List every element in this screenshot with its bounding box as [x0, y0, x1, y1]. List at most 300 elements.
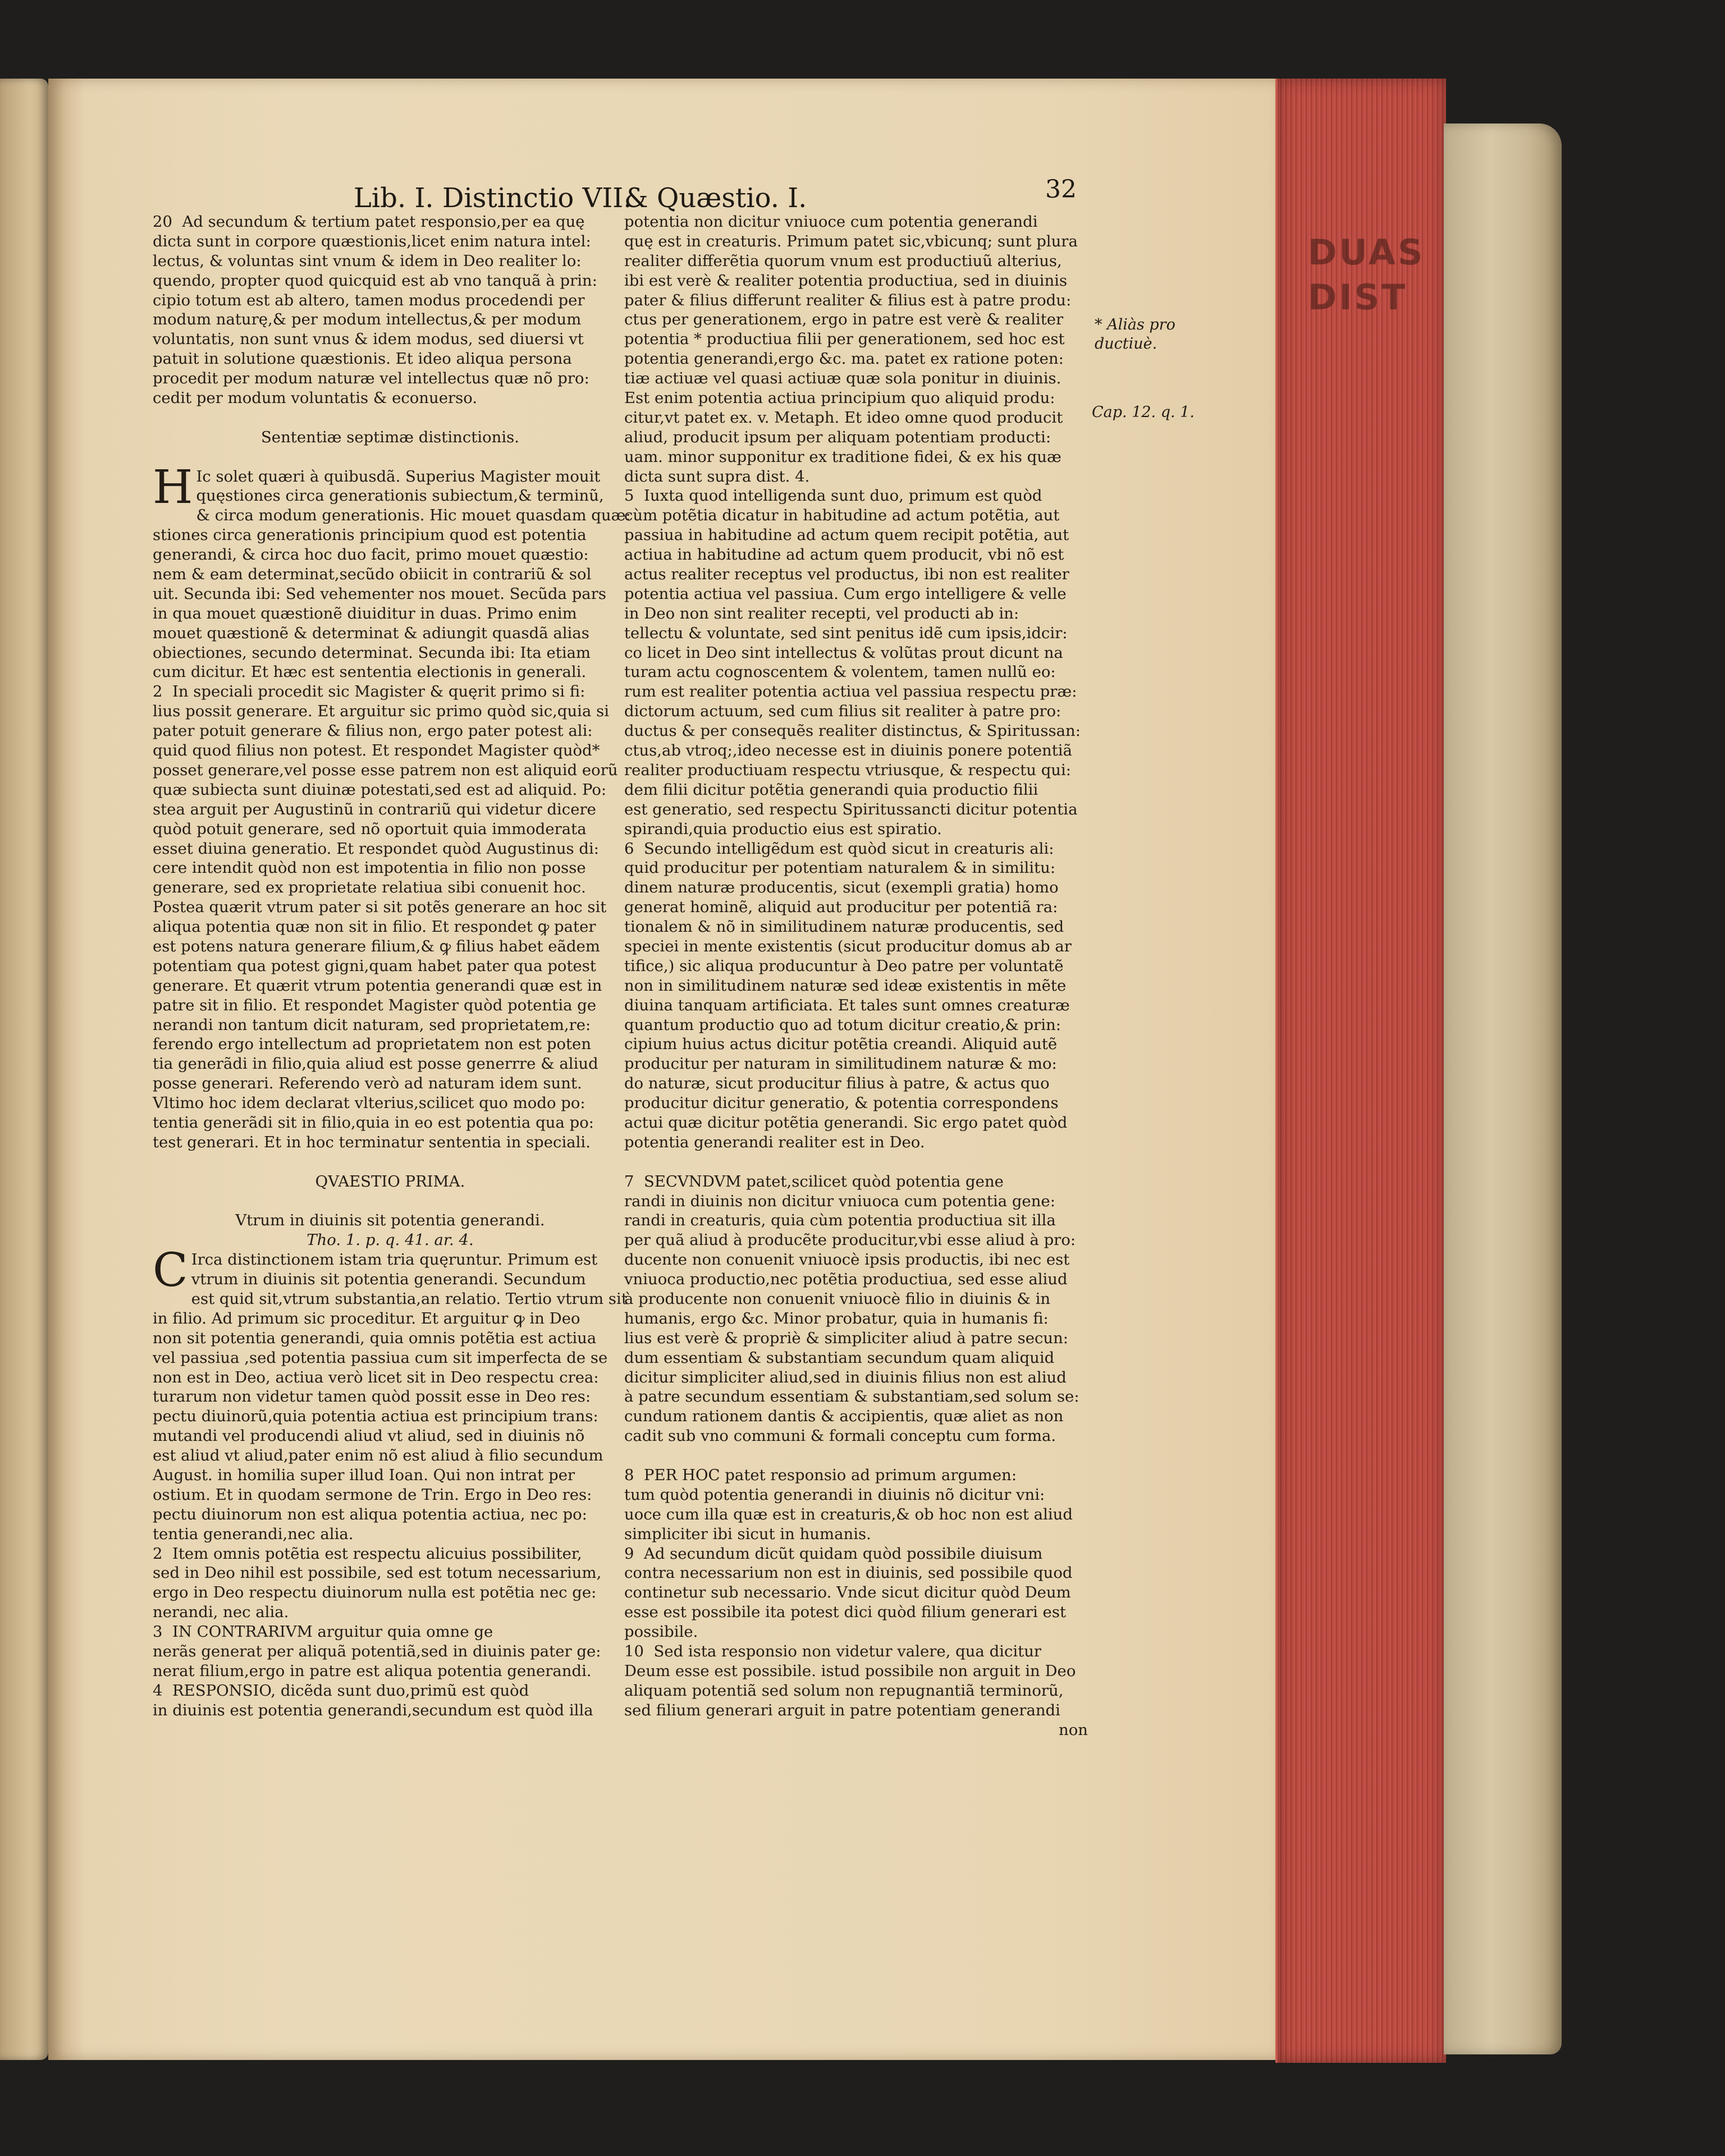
text-line [153, 1387, 628, 1407]
text-line [624, 662, 1088, 682]
line-text: pater potuit generare & filius non, ergo pater potest ali: [153, 722, 593, 740]
binding-spine-label [1308, 230, 1454, 337]
line-text: aliqua potentia quæ non sit in filio. Et respondet ꝙ pater [153, 918, 596, 936]
text-line [624, 388, 1088, 408]
section-heading [153, 1172, 628, 1192]
text-line [153, 878, 628, 898]
margin-note: Cap. 12. q. 1. [1092, 404, 1195, 421]
line-text: 5 Iuxta quod intelligenda sunt duo, primum est quòd [624, 487, 1042, 505]
line-text: nerãs generat per aliquã potentiã,sed in diuinis pater ge: [153, 1642, 601, 1661]
binding-label-line: DUAS [1308, 232, 1425, 273]
line-text: cùm potẽtia dicatur in habitudine ad actum potẽtia, aut [624, 506, 1060, 525]
line-text: quid producitur per potentiam naturalem & in similitu: [624, 859, 1056, 877]
line-text: lius possit generare. Et arguitur sic primo quòd sic,quia si [153, 702, 609, 721]
text-line [624, 1387, 1088, 1407]
section-heading [153, 1211, 628, 1230]
line-text: actiua in habitudine ad actum quem producit, vbi nõ est [624, 546, 1064, 564]
text-line [624, 251, 1088, 271]
line-text: tentia generandi,nec alia. [153, 1525, 354, 1543]
line-text: pectu diuinorũ,quia potentia actiua est principium trans: [153, 1407, 598, 1426]
line-text: sed in Deo nihil est possibile, sed est totum necessarium, [153, 1564, 602, 1582]
text-line [624, 1661, 1088, 1681]
line-text: randi in diuinis non dicitur vniuoca cum potentia gene: [624, 1192, 1055, 1210]
line-text: 4 RESPONSIO, dicẽda sunt duo,primũ est quòd [153, 1681, 529, 1700]
text-line [153, 1093, 628, 1113]
line-text: stiones circa generationis principium quod est potentia [153, 526, 587, 544]
line-text: generare, sed ex proprietate relatiua sibi conuenit hoc. [153, 878, 586, 897]
text-line [624, 329, 1088, 349]
line-text: turam actu cognoscentem & volentem, tamen nullũ eo: [624, 663, 1056, 681]
text-line [153, 349, 628, 369]
line-text: generare. Et quærit vtrum potentia generandi quæ est in [153, 976, 602, 995]
text-line [624, 702, 1088, 721]
text-line [624, 1563, 1088, 1583]
line-text: contra necessarium non est in diuinis, sed possibile quod [624, 1564, 1073, 1582]
line-text: 20 Ad secundum & tertium patet responsio,per ea quę [153, 213, 585, 231]
text-line [624, 1270, 1088, 1289]
text-line [153, 976, 628, 996]
line-text: 9 Ad secundum dicũt quidam quòd possibile diuisum [624, 1544, 1043, 1563]
text-line [624, 1466, 1088, 1485]
text-line [624, 1192, 1088, 1211]
line-text: cipium huius actus dicitur potẽtia creandi. Aliquid autẽ [624, 1035, 1058, 1054]
line-text: tifice,) sic aliqua producuntur à Deo patre per voluntatẽ [624, 956, 1064, 975]
text-line [624, 878, 1088, 898]
text-line [153, 858, 628, 878]
line-text: speciei in mente existentis (sicut producitur domus ab ar [624, 937, 1072, 955]
line-text: quendo, propter quod quicquid est ab vno tanquã à prin: [153, 271, 597, 290]
text-line [624, 1289, 1088, 1309]
line-text: potentia * productiua filii per generationem, sed hoc est [624, 330, 1065, 349]
line-text: 2 Item omnis potẽtia est respectu alicuius possibiliter, [153, 1544, 582, 1563]
line-text: quantum productio quo ad totum dicitur creatio,& prin: [624, 1015, 1061, 1034]
line-text: mouet quæstionẽ & determinat & adiungit quasdã alias [153, 624, 589, 642]
line-text: randi in creaturis, quia cùm potentia productiua sit illa [624, 1211, 1056, 1230]
line-text: vtrum in diuinis sit potentia generandi. Secundum [191, 1270, 586, 1289]
text-line [624, 1407, 1088, 1426]
text-line [153, 545, 628, 565]
text-line [624, 271, 1088, 291]
text-line [624, 1133, 1088, 1152]
line-text: est quid sit,vtrum substantia,an relatio. Tertio vtrum sit [191, 1289, 628, 1308]
text-line [153, 1466, 628, 1485]
line-text: dicitur simpliciter aliud,sed in diuinis filius non est aliud [624, 1368, 1067, 1386]
text-line [153, 369, 628, 388]
text-line [153, 1603, 628, 1622]
text-line [624, 1015, 1088, 1035]
line-text: actus realiter receptus vel productus, ibi non est realiter [624, 565, 1069, 584]
line-text: vniuoca productio,nec potẽtia productiua, sed esse aliud [624, 1270, 1068, 1289]
text-line [624, 761, 1088, 780]
text-line [624, 937, 1088, 956]
line-text: dicta sunt supra dist. 4. [624, 467, 810, 486]
text-line [153, 1133, 628, 1152]
text-line [153, 1583, 628, 1603]
line-text: Tho. 1. p. q. 41. ar. 4. [306, 1231, 474, 1249]
text-line [624, 1701, 1088, 1720]
line-text: dum essentiam & substantiam secundum quam aliquid [624, 1348, 1055, 1367]
line-text: possibile. [624, 1623, 698, 1641]
text-line [153, 1622, 628, 1642]
text-line [624, 1368, 1088, 1388]
line-text: cundum rationem dantis & accipientis, quæ aliet as non [624, 1407, 1064, 1426]
line-text: est generatio, sed respectu Spiritussancti dicitur potentia [624, 800, 1078, 818]
line-text: cipio totum est ab altero, tamen modus procedendi per [153, 291, 585, 309]
text-line [624, 506, 1088, 525]
text-line [153, 232, 628, 251]
text-line [153, 839, 628, 859]
text-line [624, 486, 1088, 506]
text-line [153, 1701, 628, 1720]
text-line [153, 917, 628, 937]
text-line [153, 1446, 628, 1466]
text-line [153, 624, 628, 643]
text-line [153, 643, 628, 663]
line-text: dem filii dicitur potẽtia generandi quia productio filii [624, 780, 1038, 799]
line-text: posset generare,vel posse esse patrem non est aliquid eorũ [153, 761, 618, 779]
text-line [153, 1368, 628, 1388]
text-line [153, 1034, 628, 1054]
line-text: non est in Deo, actiua verò licet sit in Deo respectu crea: [153, 1368, 599, 1386]
line-text: modum naturę,& per modum intellectus,& per modum [153, 310, 582, 329]
text-line [624, 1093, 1088, 1113]
text-column-right [624, 212, 1088, 1740]
text-line [624, 917, 1088, 937]
text-line [624, 291, 1088, 310]
line-text: esset diuina generatio. Et respondet quòd Augustinus di: [153, 839, 600, 858]
line-text: ctus,ab vtroq;,ideo necesse est in diuinis ponere potentiã [624, 741, 1072, 760]
line-text: à patre secundum essentiam & substantiam,sed solum se: [624, 1388, 1079, 1406]
text-line [624, 1525, 1088, 1544]
line-text: non sit potentia generandi, quia omnis potẽtia est actiua [153, 1329, 597, 1347]
line-text: quid quod filius non potest. Et respondet Magister quòd* [153, 741, 600, 760]
text-line [153, 682, 628, 702]
text-line [153, 1642, 628, 1661]
text-line [153, 1681, 628, 1701]
line-text: quæ subiecta sunt diuinæ potestati,sed est ad aliquid. Po: [153, 780, 607, 799]
line-text: patuit in solutione quæstionis. Et ideo aliqua persona [153, 350, 572, 368]
text-line [624, 1485, 1088, 1505]
text-column-left [153, 212, 631, 1720]
text-line [624, 996, 1088, 1015]
line-text: generat hominẽ, aliquid aut producitur per potentiã ra: [624, 898, 1058, 917]
line-text: Postea quærit vtrum pater si sit potẽs generare an hoc sit [153, 898, 607, 917]
text-line [624, 1583, 1088, 1603]
line-text: Vltimo hoc idem declarat vlterius,scilicet quo modo po: [153, 1094, 585, 1113]
text-line [624, 447, 1088, 467]
text-line [153, 1015, 628, 1035]
text-line [624, 584, 1088, 604]
text-line [624, 310, 1088, 329]
line-text: cum dicitur. Et hæc est sententia electionis in generali. [153, 663, 587, 681]
text-line [153, 1289, 628, 1309]
line-text: diuina tanquam artificiata. Et tales sunt omnes creaturæ [624, 996, 1070, 1014]
line-text: potentia generandi realiter est in Deo. [624, 1133, 925, 1151]
line-text: ostium. Et in quodam sermone de Trin. Ergo in Deo res: [153, 1485, 592, 1504]
section-heading [153, 1230, 628, 1250]
line-text: pater & filius differunt realiter & filius est à patre produ: [624, 291, 1072, 309]
previous-page-edge [0, 79, 48, 2060]
line-text: aliud, producit ipsum per aliquam potentiam producti: [624, 428, 1051, 446]
spacer [153, 1152, 628, 1172]
text-line [624, 525, 1088, 545]
text-line [153, 271, 628, 291]
line-text: lectus, & voluntas sint vnum & idem in Deo realiter lo: [153, 251, 582, 270]
spacer [153, 447, 628, 467]
text-line [153, 291, 628, 310]
text-line [624, 741, 1088, 761]
line-text: in qua mouet quæstionẽ diuiditur in duas. Primo enim [153, 604, 577, 622]
line-text: ducente non conuenit vniuocè ipsis productis, ibi nec est [624, 1251, 1070, 1269]
line-text: cadit sub vno communi & formali conceptu cum forma. [624, 1427, 1056, 1445]
line-text: dinem naturæ producentis, sicut (exempli gratia) homo [624, 878, 1059, 897]
text-line [153, 310, 628, 329]
line-text: tentia generãdi sit in filio,quia in eo est potentia qua po: [153, 1113, 594, 1132]
text-line [624, 956, 1088, 976]
text-line [153, 937, 628, 956]
text-line [153, 1270, 628, 1289]
text-line [153, 1407, 628, 1426]
text-line [153, 565, 628, 584]
line-text: Sententiæ septimæ distinctionis. [260, 428, 520, 446]
line-text: Irca distinctionem istam tria quęruntur. Primum est [191, 1251, 598, 1269]
line-text: turarum non videtur tamen quòd possit esse in Deo res: [153, 1388, 591, 1406]
line-text: producitur dicitur generatio, & potentia correspondens [624, 1094, 1059, 1113]
text-line [624, 1230, 1088, 1250]
line-text: passiua in habitudine ad actum quem recipit potẽtia, aut [624, 526, 1069, 544]
line-text: 2 In speciali procedit sic Magister & quęrit primo si fi: [153, 683, 585, 701]
line-text: obiectiones, secundo determinat. Secunda ibi: Ita etiam [153, 643, 591, 662]
line-text: patre sit in filio. Et respondet Magister quòd potentia ge [153, 996, 597, 1014]
text-line [624, 369, 1088, 388]
text-line [153, 1544, 628, 1564]
text-line [153, 996, 628, 1015]
text-line [624, 1426, 1088, 1446]
spacer [153, 408, 628, 428]
drop-capital: H [153, 460, 193, 514]
drop-capital: C [153, 1244, 188, 1298]
text-line [624, 624, 1088, 643]
line-text: in Deo non sint realiter recepti, vel producti ab in: [624, 604, 1019, 622]
line-text: test generari. Et in hoc terminatur sententia in speciali. [153, 1133, 591, 1151]
line-text: non [1059, 1720, 1088, 1739]
text-line [153, 1485, 628, 1505]
line-text: ergo in Deo respectu diuinorum nulla est potẽtia nec ge: [153, 1583, 597, 1602]
text-line [624, 1720, 1088, 1740]
margin-note: * Aliàs pro ductiuè. [1095, 316, 1175, 353]
line-text: realiter differẽtia quorum vnum est productiuũ alterius, [624, 251, 1062, 270]
line-text: nerandi, nec alia. [153, 1603, 289, 1622]
line-text: tiæ actiuæ vel quasi actiuæ quæ sola ponitur in diuinis. [624, 369, 1061, 388]
text-line [153, 388, 628, 408]
line-text: 7 SECVNDVM patet,scilicet quòd potentia gene [624, 1172, 1004, 1191]
text-line [153, 1525, 628, 1544]
text-line [624, 1054, 1088, 1074]
text-line [624, 467, 1088, 487]
line-text: tia generãdi in filio,quia aliud est posse generrre & aliud [153, 1055, 598, 1073]
text-line [624, 898, 1088, 917]
line-text: quęstiones circa generationis subiectum,& terminũ, [196, 487, 604, 505]
line-text: in filio. Ad primum sic proceditur. Et arguitur ꝙ in Deo [153, 1309, 580, 1328]
section-heading [153, 428, 628, 447]
text-line [153, 761, 628, 780]
spacer [624, 1446, 1088, 1466]
line-text: spirandi,quia productio eius est spiratio. [624, 820, 942, 838]
text-line [153, 329, 628, 349]
line-text: 6 Secundo intelligẽdum est quòd sicut in creaturis ali: [624, 839, 1054, 858]
text-line [153, 1505, 628, 1525]
text-line [624, 1348, 1088, 1368]
text-line [153, 1054, 628, 1074]
line-text: stea arguit per Augustinũ in contrariũ qui videtur dicere [153, 800, 596, 818]
running-head-right: & Quæstio. I. [624, 182, 807, 214]
text-line [624, 1544, 1088, 1564]
text-line [624, 1622, 1088, 1642]
line-text: vel passiua ,sed potentia passiua cum sit imperfecta de se [153, 1348, 608, 1367]
line-text: co licet in Deo sint intellectus & volũtas prout dicunt na [624, 643, 1063, 662]
line-text: nerandi non tantum dicit naturam, sed proprietatem,re: [153, 1015, 591, 1034]
line-text: à producente non conuenit vniuocè filio in diuinis & in [624, 1289, 1051, 1308]
text-line [153, 212, 628, 232]
text-line [153, 898, 628, 917]
text-line [624, 1681, 1088, 1701]
text-line [624, 1113, 1088, 1133]
spacer [624, 1152, 1088, 1172]
line-text: QVAESTIO PRIMA. [315, 1172, 465, 1191]
text-line [153, 662, 628, 682]
text-line [624, 428, 1088, 447]
text-line [153, 1661, 628, 1681]
line-text: potentiam qua potest gigni,quam habet pater qua potest [153, 956, 596, 975]
line-text: humanis, ergo &c. Minor probatur, quia in humanis fi: [624, 1309, 1049, 1328]
line-text: producitur per naturam in similitudinem naturæ & mo: [624, 1055, 1057, 1073]
binding-label-line: DIST [1308, 277, 1408, 318]
text-line [153, 1563, 628, 1583]
text-line [624, 820, 1088, 839]
line-text: generandi, & circa hoc duo facit, primo mouet quæstio: [153, 546, 589, 564]
line-text: potentia actiua vel passiua. Cum ergo intelligere & velle [624, 584, 1067, 603]
line-text: quòd potuit generare, sed nõ oportuit quia immoderata [153, 820, 587, 838]
text-line [624, 212, 1088, 232]
line-text: August. in homilia super illud Ioan. Qui non intrat per [153, 1466, 575, 1484]
line-text: simpliciter ibi sicut in humanis. [624, 1525, 871, 1543]
line-text: actui quæ dicitur potẽtia generandi. Sic ergo patet quòd [624, 1113, 1068, 1132]
text-line [624, 721, 1088, 741]
text-line [153, 1426, 628, 1446]
text-line [153, 702, 628, 721]
text-line [624, 643, 1088, 663]
running-head-left: Lib. I. Distinctio VII. [354, 182, 632, 214]
text-line [153, 1074, 628, 1093]
line-text: ibi est verè & realiter potentia productiua, sed in diuinis [624, 271, 1068, 290]
text-line [153, 1348, 628, 1368]
line-text: dictorum actuum, sed cum filius sit realiter à patre pro: [624, 702, 1061, 721]
text-line [624, 976, 1088, 996]
text-line [624, 1172, 1088, 1192]
line-text: est aliud vt aliud,pater enim nõ est aliud à filio secundum [153, 1447, 603, 1465]
text-line [624, 800, 1088, 820]
text-line [624, 1211, 1088, 1230]
line-text: Deum esse est possibile. istud possibile non arguit in Deo [624, 1661, 1076, 1680]
text-line [624, 1505, 1088, 1525]
text-line [624, 232, 1088, 251]
line-text: potentia generandi,ergo &c. ma. patet ex ratione poten: [624, 350, 1064, 368]
text-line [153, 1329, 628, 1348]
line-text: quę est in creaturis. Primum patet sic,vbicunq; sunt plura [624, 232, 1078, 250]
line-text: voluntatis, non sunt vnus & idem modus, sed diuersi vt [153, 330, 584, 349]
line-text: nem & eam determinat,secũdo obiicit in contrariũ & sol [153, 565, 592, 584]
line-text: Est enim potentia actiua principium quo aliquid produ: [624, 389, 1055, 408]
text-line [624, 858, 1088, 878]
text-line [624, 682, 1088, 702]
line-text: pectu diuinorum non est aliqua potentia actiua, nec po: [153, 1505, 587, 1523]
line-text: ductus & per consequẽs realiter distinctus, & Spiritussan: [624, 722, 1081, 740]
text-line [153, 584, 628, 604]
folio-number: 32 [1045, 175, 1077, 204]
line-text: potentia non dicitur vniuoce cum potentia generandi [624, 213, 1038, 231]
line-text: & circa modum generationis. Hic mouet quasdam quæ: [196, 506, 631, 525]
text-line [624, 565, 1088, 584]
line-text: tellectu & voluntate, sed sint penitus idẽ cum ipsis,idcir: [624, 624, 1068, 642]
text-line [153, 1309, 628, 1329]
text-line [153, 525, 628, 545]
text-line [624, 545, 1088, 565]
line-text: cedit per modum voluntatis & econuerso. [153, 389, 478, 408]
text-line [624, 1074, 1088, 1093]
line-text: aliquam potentiã sed solum non repugnantiã terminorũ, [624, 1681, 1064, 1700]
line-text: non in similitudinem naturæ sed ideæ existentis in mẽte [624, 976, 1067, 995]
text-line [624, 604, 1088, 624]
text-line [153, 604, 628, 624]
text-line [624, 1329, 1088, 1348]
text-line [153, 780, 628, 800]
text-line [624, 1603, 1088, 1622]
text-line [153, 251, 628, 271]
text-line [624, 780, 1088, 800]
line-text: realiter productiuam respectu vtriusque, & respectu qui: [624, 761, 1072, 779]
text-line [624, 349, 1088, 369]
line-text: uit. Secunda ibi: Sed vehementer nos mouet. Secũda pars [153, 584, 606, 603]
text-line [153, 956, 628, 976]
text-line [624, 1309, 1088, 1329]
line-text: 3 IN CONTRARIVM arguitur quia omne ge [153, 1623, 493, 1641]
text-line [624, 408, 1088, 428]
text-line [153, 741, 628, 761]
line-text: uam. minor supponitur ex traditione fidei, & ex his quæ [624, 447, 1061, 466]
text-line [153, 800, 628, 820]
vellum-binding [1444, 123, 1562, 2054]
text-line [624, 1642, 1088, 1661]
line-text: uoce cum illa quæ est in creaturis,& ob hoc non est aliud [624, 1505, 1073, 1523]
line-text: dicta sunt in corpore quæstionis,licet enim natura intel: [153, 232, 591, 250]
line-text: esse est possibile ita potest dici quòd filium generari est [624, 1603, 1066, 1622]
line-text: sed filium generari arguit in patre potentiam generandi [624, 1701, 1060, 1719]
line-text: posse generari. Referendo verò ad naturam idem sunt. [153, 1074, 582, 1093]
line-text: nerat filium,ergo in patre est aliqua potentia generandi. [153, 1661, 592, 1680]
text-line [153, 506, 631, 525]
line-text: ctus per generationem, ergo in patre est verè & realiter [624, 310, 1064, 329]
line-text: continetur sub necessario. Vnde sicut dicitur quòd Deum [624, 1583, 1071, 1602]
page-fore-edge [1275, 79, 1446, 2063]
line-text: do naturæ, sicut producitur filius à patre, & actus quo [624, 1074, 1050, 1093]
text-line [624, 1034, 1088, 1054]
line-text: cere intendit quòd non est impotentia in filio non posse [153, 859, 586, 877]
line-text: 10 Sed ista responsio non videtur valere, qua dicitur [624, 1642, 1042, 1661]
text-line [153, 486, 628, 506]
line-text: rum est realiter potentia actiua vel passiua respectu præ: [624, 683, 1077, 701]
line-text: 8 PER HOC patet responsio ad primum argumen: [624, 1466, 1017, 1484]
line-text: est potens natura generare filium,& ꝙ filius habet eãdem [153, 937, 600, 955]
